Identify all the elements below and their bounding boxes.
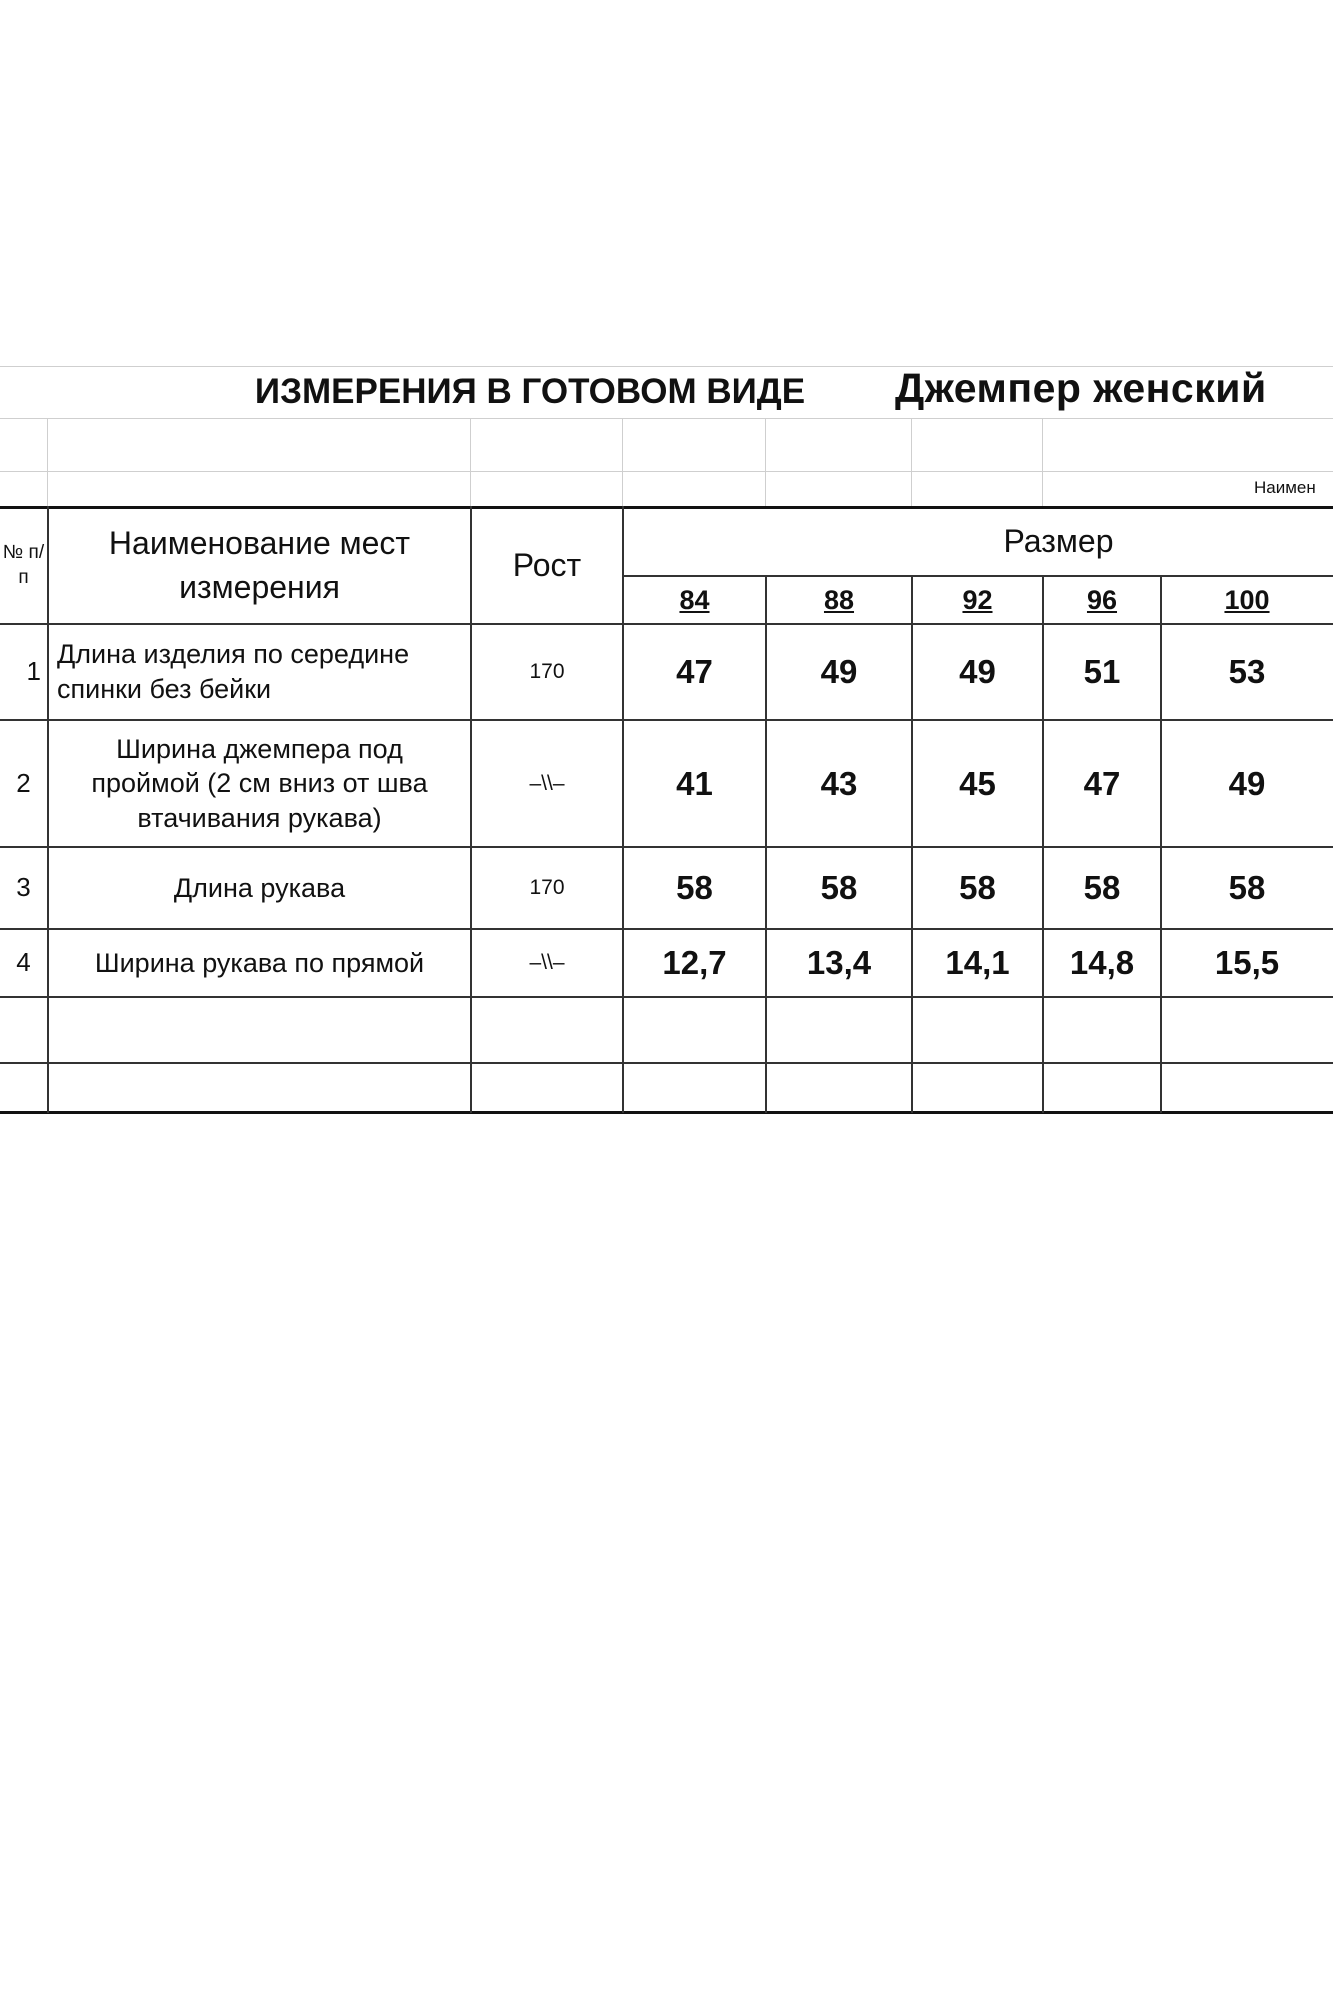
- measurement-name: Ширина рукава по прямой: [94, 947, 425, 978]
- size-value: 58: [1083, 869, 1121, 907]
- gridline: [765, 418, 766, 506]
- model-name: Джемпер женский: [895, 365, 1267, 412]
- size-value: 58: [1228, 869, 1266, 907]
- size-value: 53: [1228, 653, 1266, 691]
- size-header-96: 96: [1086, 584, 1118, 615]
- measurement-name: Ширина джемпера под проймой (2 см вниз от шва втачивания рукава): [91, 733, 428, 833]
- size-value: 14,8: [1069, 944, 1135, 982]
- size-value: 45: [959, 764, 996, 802]
- row-number: 3: [16, 872, 31, 903]
- growth-value: 170: [529, 876, 565, 900]
- page-title: ИЗМЕРЕНИЯ В ГОТОВОМ ВИДЕ: [254, 372, 806, 411]
- name-cut-label: Наимен: [1254, 478, 1316, 498]
- size-value: 49: [1228, 764, 1266, 802]
- growth-value: –\\–: [529, 951, 565, 975]
- measurement-name: Длина изделия по середине спинки без бейки: [57, 639, 410, 704]
- growth-value: –\\–: [529, 771, 565, 795]
- column-header-number: № п/п: [2, 541, 45, 588]
- size-value: 13,4: [806, 944, 872, 982]
- size-value: 12,7: [662, 944, 727, 982]
- gridline: [0, 471, 1333, 472]
- size-value: 47: [1083, 764, 1121, 802]
- row-border: [0, 996, 1333, 998]
- size-value: 47: [676, 653, 713, 691]
- size-header-88: 88: [823, 584, 855, 615]
- row-number: 2: [16, 767, 31, 798]
- column-header-growth: Рост: [512, 547, 582, 584]
- gridline: [0, 418, 1333, 419]
- growth-value: 170: [529, 660, 565, 684]
- size-header-92: 92: [962, 584, 993, 615]
- gridline: [47, 418, 48, 506]
- table-bottom-border: [0, 1111, 1333, 1114]
- gridline: [911, 418, 912, 506]
- size-value: 58: [959, 869, 996, 907]
- column-header-name: Наименование мест измерения: [108, 525, 411, 605]
- gridline: [470, 418, 471, 506]
- size-value: 49: [959, 653, 996, 691]
- gridline: [622, 418, 623, 506]
- row-number: 4: [16, 947, 31, 978]
- row-border: [0, 1062, 1333, 1064]
- size-value: 49: [820, 653, 858, 691]
- size-value: 58: [820, 869, 858, 907]
- size-value: 14,1: [945, 944, 1010, 982]
- size-value: 41: [676, 764, 713, 802]
- size-header-100: 100: [1224, 584, 1270, 615]
- size-header-84: 84: [679, 584, 710, 615]
- measurement-name: Длина рукава: [173, 872, 346, 903]
- size-value: 15,5: [1214, 944, 1280, 982]
- column-header-size: Размер: [1003, 523, 1114, 560]
- size-value: 51: [1083, 653, 1121, 691]
- gridline: [1042, 418, 1043, 506]
- size-value: 43: [820, 764, 858, 802]
- size-value: 58: [676, 869, 713, 907]
- row-number: 1: [26, 656, 41, 687]
